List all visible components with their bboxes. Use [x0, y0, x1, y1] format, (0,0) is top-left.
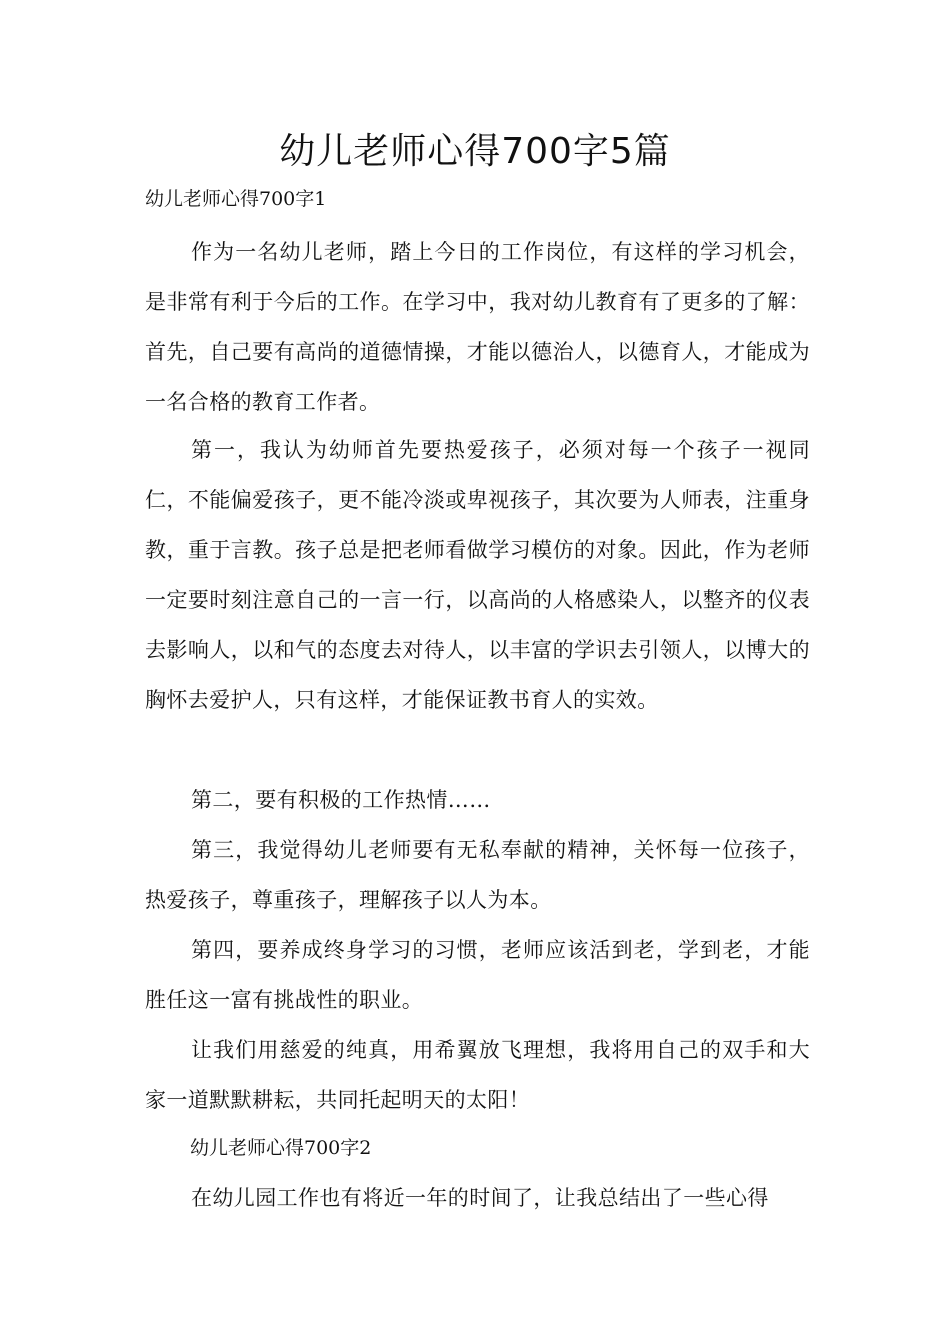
paragraph-second-point: 第二，要有积极的工作热情……	[191, 788, 491, 812]
paragraph-first-point: 第一，我认为幼师首先要热爱孩子，必须对每一个孩子一视同仁，不能偏爱孩子，更不能冷淡或卑视孩子，其次要为人师表，注重身教，重于言教。孩子总是把老师看做学习模仿的对象。因此，作为老师一定要时刻注意自己的一言一行，以高尚的人格感染人，以整齐的仪表去影响人，以和气的态度去对待人，以丰富的学识去引领人，以博大的胸怀去爱护人，只有这样，才能保证教书育人的实效。	[145, 438, 810, 712]
paragraph-closing: 让我们用慈爱的纯真，用希翼放飞理想，我将用自己的双手和大家一道默默耕耘，共同托起明天的太阳！	[145, 1038, 810, 1112]
document-title: 幼儿老师心得700字5篇	[279, 131, 671, 172]
paragraph-intro: 作为一名幼儿老师，踏上今日的工作岗位，有这样的学习机会，是非常有利于今后的工作。在学习中，我对幼儿教育有了更多的了解：首先，自己要有高尚的道德情操，才能以德治人，以德育人，才能成为一名合格的教育工作者。	[145, 240, 810, 414]
paragraph-third-point: 第三，我觉得幼儿老师要有无私奉献的精神，关怀每一位孩子，热爱孩子，尊重孩子，理解孩子以人为本。	[145, 838, 810, 912]
paragraph-section2-start: 在幼儿园工作也有将近一年的时间了，让我总结出了一些心得	[191, 1186, 769, 1210]
section-heading-2: 幼儿老师心得700字2	[190, 1137, 372, 1159]
paragraph-fourth-point: 第四，要养成终身学习的习惯，老师应该活到老，学到老，才能胜任这一富有挑战性的职业。	[145, 938, 810, 1012]
section-heading-1: 幼儿老师心得700字1	[145, 188, 327, 210]
